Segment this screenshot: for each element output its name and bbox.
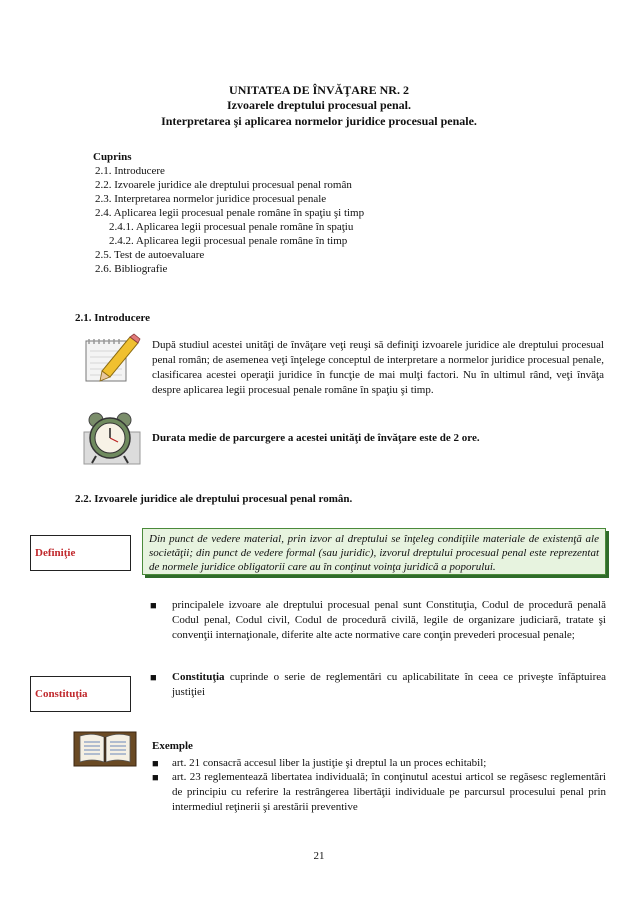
- toc-title: Cuprins: [93, 151, 132, 163]
- toc-item: 2.3. Interpretarea normelor juridice procesual penale: [95, 193, 327, 205]
- definition-box: [142, 528, 606, 575]
- definition-label-box: [30, 535, 131, 571]
- intro-paragraph: După studiul acestei unităţi de învăţare veţi reuşi să definiţi izvoarele juridice ale dreptului procesual penal român; de asemenea veţi înţelege conceptul de interpretare a normelor juridice procesual penale, clasificarea acestei operaţii juridice în funcţie de mai mulţi factori. Nu în ultimul rând, veţi învăţa despre aplicarea legii procesual penale române în spaţiu şi timp.: [152, 339, 604, 396]
- sources-bullet-text: principalele izvoare ale dreptului procesual penal sunt Constituţia, Codul de procedură penală Codul penal, Codul civil, Codul de procedură civilă, legile de organizare judiciară, tratate şi convenţii internaţionale, diferite alte acte normative care conţin prevederi procesual penale;: [172, 599, 606, 641]
- page-number: 21: [313, 850, 325, 862]
- section-heading-introducere: 2.1. Introducere: [75, 312, 151, 324]
- definition-label: Definiţie: [35, 547, 76, 559]
- toc-item: 2.5. Test de autoevaluare: [95, 249, 205, 261]
- constitution-bullet-text: [172, 670, 606, 700]
- toc-subitem: 2.4.2. Aplicarea legii procesual penale române în timp: [109, 235, 348, 247]
- unit-title: UNITATEA DE ÎNVĂŢARE NR. 2: [229, 83, 409, 97]
- table-of-contents: [93, 150, 513, 276]
- constitution-label-box: [30, 676, 131, 712]
- example-item: art. 21 consacră accesul liber la justiţie şi dreptul la un proces echitabil;: [172, 757, 487, 769]
- bullet-marker: ■: [150, 600, 157, 612]
- duration-text: Durata medie de parcurgere a acestei unităţi de învăţare este de 2 ore.: [152, 432, 480, 444]
- pencil-notepad-icon: [82, 333, 142, 385]
- constitution-bold: Constituţia: [172, 671, 225, 683]
- bullet-marker: ■: [150, 672, 157, 684]
- unit-subtitle-2: Interpretarea şi aplicarea normelor juridice procesual penale.: [161, 114, 477, 128]
- toc-item: 2.4. Aplicarea legii procesual penale române în spaţiu şi timp: [95, 207, 365, 219]
- examples-title: Exemple: [152, 740, 193, 752]
- toc-item: 2.2. Izvoarele juridice ale dreptului procesual penal român: [95, 179, 352, 191]
- constitution-rest: cuprinde o serie de reglementări cu aplicabilitate în ceea ce priveşte înfăptuirea justiţiei: [172, 671, 606, 698]
- bullet-marker: ■: [152, 758, 159, 770]
- section-heading-izvoare: 2.2. Izvoarele juridice ale dreptului procesual penal român.: [75, 493, 353, 505]
- example-item: art. 23 reglementează libertatea individuală; în conţinutul acestui articol se regăsesc reglementări de principiu cu referire la restrângerea libertăţii individuale pe parcursul procesului penal prin intermediul reţinerii şi arestării preventive: [172, 771, 606, 813]
- alarm-clock-icon: [82, 408, 144, 466]
- open-book-icon: [72, 728, 138, 770]
- unit-subtitle: Izvoarele dreptului procesual penal.: [226, 98, 411, 112]
- toc-item: 2.6. Bibliografie: [95, 263, 168, 275]
- toc-subitem: 2.4.1. Aplicarea legii procesual penale române în spaţiu: [109, 221, 354, 233]
- constitution-label: Constituţia: [35, 688, 88, 700]
- toc-item: 2.1. Introducere: [95, 165, 165, 177]
- bullet-marker: ■: [152, 772, 159, 784]
- definition-text: Din punct de vedere material, prin izvor al dreptului se înţeleg condiţiile materiale de existenţă ale societăţii; din punct de vedere formal (sau juridic), izvorul dreptului procesual penal este reprezentat de normele juridice obligatorii care au în conţinut voinţa juridică a poporului.: [149, 533, 599, 573]
